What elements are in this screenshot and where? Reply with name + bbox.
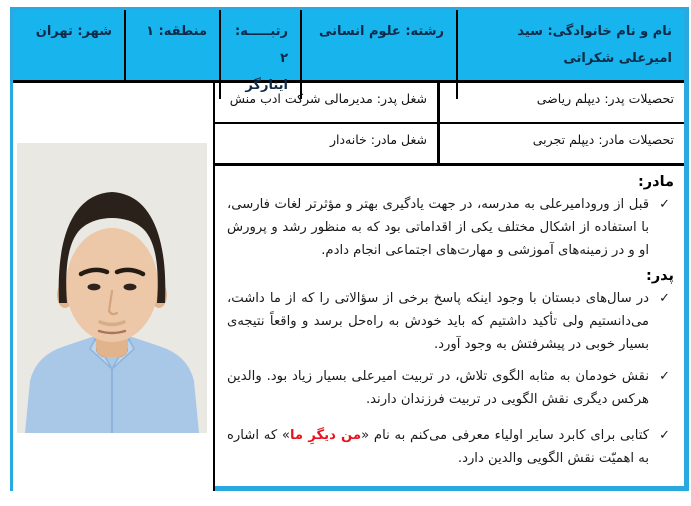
rank-label: رتبـــــه: ۲ — [235, 24, 288, 66]
field-label: رشته: علوم انسانی — [318, 24, 444, 39]
book-title-highlight: من دیگرِ ما — [289, 428, 362, 443]
father-bullet-3 — [227, 424, 670, 470]
mother-section-heading: مادر: — [637, 174, 674, 190]
father-bullet-2 — [227, 365, 670, 411]
full-name-label: نام و نام خانوادگی: سید امیرعلی شکراتی — [517, 24, 672, 66]
book-intro-text: کتابی برای کابرد سایر اولیاء معرفی می‌کنم به نام « — [361, 428, 649, 443]
checkmark-icon: ✓ — [659, 369, 670, 384]
checkmark-icon: ✓ — [659, 428, 670, 443]
student-photo — [17, 143, 207, 433]
father-education-text: تحصیلات پدر: دیپلم ریاضی — [536, 91, 674, 106]
narrative-section — [215, 166, 684, 470]
checkmark-icon: ✓ — [659, 197, 670, 212]
father-bullet-2-text: نقش خودمان به مثابه الگوی تلاش، در تربیت امیرعلی بسیار زیاد بود. والدین هرکس دیگری نقش الگویی در تربیت فرزندان دارند. — [227, 369, 649, 407]
father-bullet-1-text: در سال‌های دبستان با وجود اینکه پاسخ برخی از سؤالاتی را که از ما داشت، می‌دانستیم ولی تأکید داشتیم که باید خودش به راه‌حل برسد و واقعاً نتیجه‌ی بسیار خوبی در پیشرفتش به وجود آورد. — [227, 291, 649, 352]
district-label: منطقه: ۱ — [146, 24, 207, 39]
student-profile-card — [10, 7, 689, 491]
isargar-label: ایثارگر — [245, 78, 288, 93]
father-bullet-3-text — [227, 424, 649, 470]
mother-job-cell — [215, 124, 437, 163]
photo-column — [13, 83, 213, 491]
father-bullet-1 — [227, 287, 670, 356]
mother-education-cell — [437, 124, 684, 163]
card-body — [13, 83, 684, 491]
father-job-text: شغل پدر: مدیرمالی شرکت ادب منش — [229, 91, 427, 106]
checkmark-icon: ✓ — [659, 291, 670, 306]
mother-bullet-1-text: قبل از ورودامیرعلی به مدرسه، در جهت یادگیری بهتر و مؤثرتر لغات فارسی، با استفاده از اشکال مختلف یکی از اقداماتی بود که به منظور رشد و پرورش او و در زمینه‌های آموزشی و مهارت‌های اجتماعی انجام دادم. — [227, 197, 649, 258]
parents-info-grid — [215, 83, 684, 166]
father-job-cell — [215, 83, 437, 124]
header-row — [13, 10, 684, 93]
book-outro-text: » که اشاره به اهمیّت نقش الگویی والدین دارد. — [227, 428, 649, 466]
content-column — [213, 83, 684, 491]
father-education-cell — [437, 83, 684, 124]
city-label: شهر: تهران — [35, 24, 112, 39]
mother-job-text: شغل مادر: خانه‌دار — [329, 132, 427, 147]
mother-bullet-1 — [227, 193, 670, 262]
mother-education-text: تحصیلات مادر: دیپلم تجربی — [532, 132, 674, 147]
father-section-heading: پدر: — [646, 268, 674, 284]
